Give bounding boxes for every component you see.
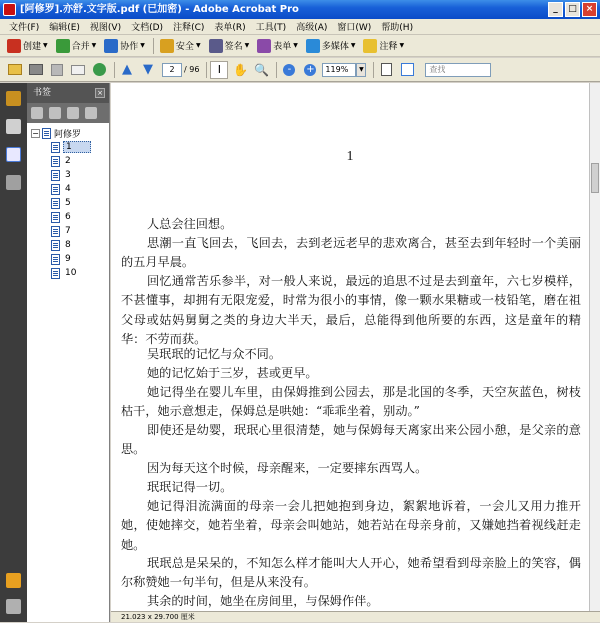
menu-bar xyxy=(0,19,600,35)
paragraph: 因为每天这个时候，母亲醒来，一定要摔东西骂人。 xyxy=(147,461,428,475)
create-label: 创建 xyxy=(23,42,42,52)
bookmarks-toolbar xyxy=(27,103,109,123)
bookmark-label: 10 xyxy=(65,268,77,278)
magnifier-icon: 🔍 xyxy=(253,62,269,77)
bookmark-label: 1 xyxy=(63,141,91,153)
sign-button[interactable] xyxy=(206,37,253,55)
bookmarks-header xyxy=(27,83,109,103)
bookmark-item[interactable] xyxy=(27,154,109,168)
new-bookmark-icon[interactable] xyxy=(67,107,79,119)
bookmark-tree xyxy=(27,123,109,280)
bookmark-root-label: 阿修罗 xyxy=(54,129,82,140)
bookmark-icon xyxy=(51,226,60,237)
paragraph: 她记得泪流满面的母亲一会儿把她抱到身边，絮絮地诉着，一会儿又用力推开她，使她摔交，她若坐着，母亲会叫她站，她若站在母亲身前，又嫌她挡着视线赶走她。 xyxy=(121,499,581,552)
save-icon xyxy=(51,64,63,76)
menu-document[interactable]: 文档(D) xyxy=(131,23,164,33)
pdf-page xyxy=(111,83,589,611)
comment-icon xyxy=(363,39,377,53)
lock-icon[interactable] xyxy=(6,91,21,106)
paragraph: 思潮一直飞回去，飞回去，去到老远老早的悲欢离合，甚至去到年轻时一个美丽的五月早晨。 xyxy=(121,236,581,270)
attachments-icon[interactable] xyxy=(6,599,21,614)
bookmark-label: 9 xyxy=(65,254,71,264)
zoom-out-button[interactable] xyxy=(280,61,298,79)
bookmark-item[interactable] xyxy=(27,168,109,182)
menu-advanced[interactable]: 高级(A) xyxy=(296,23,328,33)
window-title: [阿修罗].亦舒.文字版.pdf (已加密) - Adobe Acrobat Pro xyxy=(20,4,299,15)
chevron-down-icon: ▼ xyxy=(350,42,356,49)
bookmark-icon xyxy=(51,268,60,279)
fit-page-button[interactable] xyxy=(377,61,395,79)
globe-icon xyxy=(93,63,106,76)
paragraph: 即使还是幼婴，珉珉心里很清楚，她与保姆每天离家出来公园小憩，是父亲的意思。 xyxy=(121,423,581,457)
bookmarks-title: 书签 xyxy=(33,88,52,98)
bookmark-label: 7 xyxy=(65,226,71,236)
menu-window[interactable]: 窗口(W) xyxy=(337,23,372,33)
chevron-down-icon: ▼ xyxy=(43,42,48,49)
close-button[interactable]: × xyxy=(582,2,597,17)
maximize-button[interactable]: □ xyxy=(565,2,580,17)
bookmark-label: 4 xyxy=(65,184,71,194)
chevron-down-icon: ▼ xyxy=(91,42,97,49)
signatures-icon[interactable] xyxy=(6,175,21,190)
zoom-out-icon: - xyxy=(283,64,295,76)
status-bar xyxy=(111,611,600,622)
pages-icon[interactable] xyxy=(6,119,21,134)
pen-icon xyxy=(209,39,223,53)
print-button[interactable] xyxy=(27,61,45,79)
next-page-button[interactable] xyxy=(139,61,157,79)
arrow-down-icon: ▼ xyxy=(143,62,153,77)
chevron-down-icon: ▼ xyxy=(293,42,298,49)
bookmark-icon xyxy=(51,156,60,167)
bookmark-item[interactable] xyxy=(27,210,109,224)
bookmark-icon xyxy=(51,142,60,153)
options-icon[interactable] xyxy=(31,107,43,119)
bookmarks-icon[interactable] xyxy=(6,147,21,162)
menu-view[interactable]: 视图(V) xyxy=(89,23,122,33)
bookmark-label: 5 xyxy=(65,198,71,208)
bookmark-label: 8 xyxy=(65,240,71,250)
bookmark-label: 3 xyxy=(65,170,71,180)
document-view[interactable] xyxy=(111,83,589,611)
zoom-dropdown-button[interactable] xyxy=(356,63,366,77)
chevron-down-icon: ▼ xyxy=(399,42,405,49)
bookmark-icon xyxy=(51,212,60,223)
zoom-tool-button[interactable] xyxy=(252,61,270,79)
hand-icon: ✋ xyxy=(232,62,248,77)
multimedia-icon xyxy=(306,39,320,53)
sign-label: 签名 xyxy=(224,42,243,52)
fit-page-icon xyxy=(381,63,392,76)
menu-edit[interactable]: 编辑(E) xyxy=(49,23,80,33)
chevron-down-icon: ▼ xyxy=(244,42,250,49)
save-button[interactable] xyxy=(48,61,66,79)
bookmark-icon xyxy=(42,128,51,139)
window-controls xyxy=(548,2,597,17)
bookmark-item[interactable] xyxy=(27,196,109,210)
vertical-scrollbar[interactable] xyxy=(589,83,600,611)
page-total: / 96 xyxy=(184,65,200,74)
collaborate-icon xyxy=(104,39,118,53)
email-button[interactable] xyxy=(69,61,87,79)
bookmarks-panel xyxy=(27,83,110,622)
collaborate-button[interactable] xyxy=(101,37,148,55)
paragraph: 珉珉记得一切。 xyxy=(147,480,233,494)
menu-help[interactable]: 帮助(H) xyxy=(381,23,414,33)
paragraph: 珉珉总是呆呆的，不知怎么样才能叫大人开心，她希望看到母亲脸上的笑容，偶尔称赞她一句半句，但是从来没有。 xyxy=(121,556,581,590)
collapse-icon[interactable]: − xyxy=(32,128,39,138)
paragraph: 她的记忆始于三岁，甚或更早。 xyxy=(147,366,318,380)
combine-icon xyxy=(56,39,70,53)
menu-forms[interactable]: 表单(R) xyxy=(214,23,246,33)
bookmark-icon xyxy=(51,198,60,209)
bookmark-item[interactable] xyxy=(27,266,109,280)
paragraph: 其余的时间，她坐在房间里，与保姆作伴。 xyxy=(147,594,379,608)
bookmark-label: 2 xyxy=(65,156,71,166)
page-number-heading: 1 xyxy=(346,149,354,164)
multimedia-label: 多媒体 xyxy=(321,42,349,52)
open-button[interactable] xyxy=(6,61,24,79)
bookmark-item[interactable] xyxy=(27,238,109,252)
minimize-button[interactable]: _ xyxy=(548,2,563,17)
close-panel-button[interactable]: × xyxy=(95,88,105,98)
fit-width-button[interactable] xyxy=(398,61,416,79)
bookmark-item[interactable] xyxy=(27,182,109,196)
bookmark-icon xyxy=(51,240,60,251)
toolbar-separator xyxy=(373,62,374,78)
select-tool-button[interactable] xyxy=(210,61,228,79)
lock-icon xyxy=(160,39,174,53)
bookmark-root[interactable] xyxy=(27,126,109,140)
comment-label: 注释 xyxy=(379,42,398,52)
menu-comments[interactable]: 注释(C) xyxy=(173,23,205,33)
secure-label: 安全 xyxy=(175,42,194,52)
arrow-up-icon: ▲ xyxy=(122,62,132,77)
toolbar-separator xyxy=(206,62,207,78)
multimedia-button[interactable] xyxy=(303,37,359,55)
toolbar-separator xyxy=(114,62,115,78)
secure-button[interactable] xyxy=(157,37,204,55)
forms-icon xyxy=(257,39,271,53)
collaborate-label: 协作 xyxy=(120,42,139,52)
paragraph: 人总会往回想。 xyxy=(147,217,233,231)
organizer-button[interactable] xyxy=(90,61,108,79)
printer-icon xyxy=(29,64,43,75)
create-button[interactable] xyxy=(4,37,51,55)
chevron-down-icon: ▼ xyxy=(195,42,201,49)
delete-icon[interactable] xyxy=(49,107,61,119)
paragraph: 她记得坐在婴儿车里，由保姆推到公园去，那是北国的冬季，天空灰蓝色，树枝枯干，她示意想走，保姆总是哄她：“乖乖坐着，别动。” xyxy=(121,385,581,419)
combine-label: 合并 xyxy=(71,42,90,52)
bookmark-item[interactable] xyxy=(27,224,109,238)
forms-button[interactable] xyxy=(254,37,301,55)
acrobat-app-icon xyxy=(3,3,16,16)
toolbar-separator xyxy=(276,62,277,78)
title-bar xyxy=(0,0,600,19)
bookmark-icon xyxy=(51,254,60,265)
bookmark-item[interactable] xyxy=(27,140,109,154)
comments-icon[interactable] xyxy=(6,573,21,588)
toolbar-separator xyxy=(153,38,154,54)
page-size-readout: 21.023 x 29.700 厘米 xyxy=(121,613,195,621)
scrollbar-thumb[interactable] xyxy=(591,163,599,193)
text-cursor-icon: I xyxy=(217,63,222,76)
bookmark-icon xyxy=(51,170,60,181)
page-number-input[interactable]: 2 xyxy=(162,63,182,77)
previous-page-button[interactable] xyxy=(118,61,136,79)
find-input[interactable] xyxy=(425,63,491,77)
navigation-pane-strip xyxy=(0,83,27,622)
chevron-down-icon: ▼ xyxy=(140,42,145,49)
paragraph: 吴珉珉的记忆与众不同。 xyxy=(147,347,282,361)
combine-button[interactable] xyxy=(53,37,100,55)
bookmark-item[interactable] xyxy=(27,252,109,266)
menu-tools[interactable]: 工具(T) xyxy=(255,23,287,33)
zoom-in-button[interactable] xyxy=(301,61,319,79)
navigation-toolbar xyxy=(0,58,600,82)
bookmark-icon xyxy=(51,184,60,195)
forms-label: 表单 xyxy=(273,42,292,52)
zoom-in-icon: + xyxy=(306,63,315,75)
menu-file[interactable]: 文件(F) xyxy=(9,23,40,33)
comment-button[interactable] xyxy=(360,37,407,55)
email-icon xyxy=(71,65,85,75)
bookmark-label: 6 xyxy=(65,212,71,222)
folder-icon xyxy=(8,64,22,75)
chevron-down-icon: ▼ xyxy=(359,65,364,73)
zoom-level-input[interactable]: 119% xyxy=(322,63,356,77)
expand-icon[interactable] xyxy=(85,107,97,119)
paragraph: 回忆通常苦乐参半，对一般人来说，最远的追思不过是去到童年，六七岁模样，不甚懂事，却拥有无限宠爱，时常为很小的事情，像一颗水果糖或一枝铅笔，磨在祖父母或姑妈舅舅之类的身边大半天，最后，总能得到他所要的东西，这是童年的精华：不劳而获。 xyxy=(121,274,581,346)
task-toolbar xyxy=(0,35,600,57)
create-pdf-icon xyxy=(7,39,21,53)
fit-width-icon xyxy=(401,63,414,76)
hand-tool-button[interactable] xyxy=(231,61,249,79)
